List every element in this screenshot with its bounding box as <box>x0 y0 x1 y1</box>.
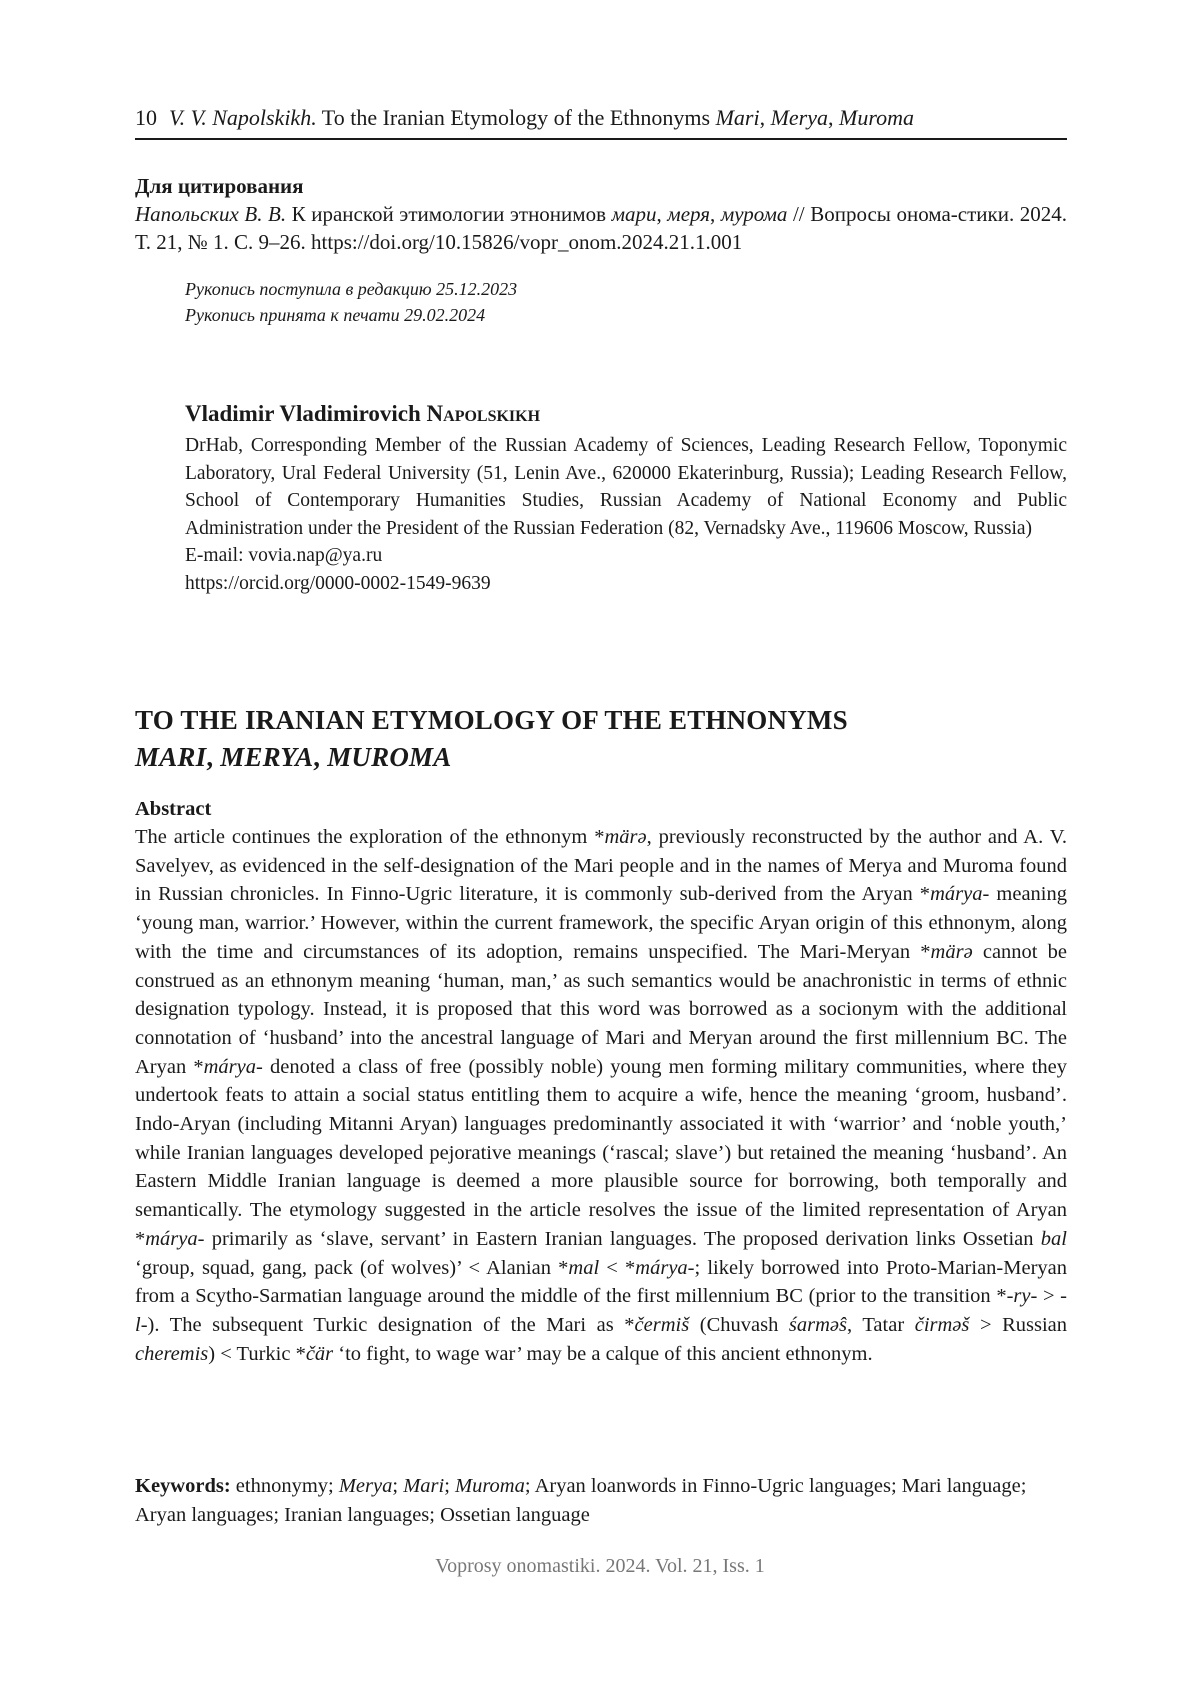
abstract-text: ). The subsequent Turkic designation of the Mari as * <box>147 1313 635 1336</box>
page-number: 10 <box>135 105 157 130</box>
abstract-term: mal <box>568 1256 600 1279</box>
abstract-text: - meaning ‘young man, warrior.’ However, within the current framework, the specific Aryan origin of this ethnonym, along with the time and circumstances of its adoption, remains unspecified. The Mari-Meryan * <box>135 883 1067 963</box>
citation-author: Напольских В. В. <box>135 202 287 226</box>
abstract-term: ry- <box>1013 1285 1038 1308</box>
keyword-term: Mari <box>403 1475 445 1497</box>
abstract-term: márya <box>203 1055 257 1078</box>
accepted-date: Рукопись принята к печати 29.02.2024 <box>185 305 486 325</box>
title-separator: , <box>206 742 221 772</box>
abstract-text: (Chuvash <box>689 1313 789 1336</box>
keywords-block <box>135 1472 1067 1529</box>
title-line-2 <box>135 739 1067 776</box>
abstract-term: čär <box>305 1342 334 1365</box>
author-name <box>185 398 1067 430</box>
abstract-text: , previously reconstructed by the author and A. V. Savelyev, as evidenced in the self-designation of the Mari people and in the names of Merya and Muroma found in Russian chronicles. In Finno-Ugric literature, it is commonly sub-derived from the Aryan * <box>135 826 1067 906</box>
citation-separator: , <box>656 202 668 226</box>
abstract-text: The article continues the exploration of the ethnonym * <box>135 826 605 848</box>
abstract-text: > - <box>1037 1285 1068 1308</box>
abstract-text: - denoted a class of free (possibly noble) young men forming military communities, where they undertook feats to attain a social status entitling them to acquire a wife, hence the meaning ‘groom, husband’. Indo-Aryan (including Mitanni Aryan) languages predominantly associated it with ‘warrior’ and ‘noble youth,’ while Iranian languages developed pejorative meanings (‘rascal; slave’) but retained the meaning ‘husband’. An Eastern Middle Iranian language is deemed a more plausible source for borrowing, both temporally and semantically. The etymology suggested in the article resolves the issue of the limited representation of Aryan * <box>135 1055 1067 1250</box>
article-title <box>135 702 1067 776</box>
citation-block <box>135 172 1067 256</box>
author-orcid-link[interactable]: https://orcid.org/0000-0002-1549-9639 <box>185 572 491 594</box>
running-header <box>135 100 1067 140</box>
manuscript-dates <box>185 276 517 328</box>
journal-footer: Voprosy onomastiki. 2024. Vol. 21, Iss. 1 <box>435 1555 765 1577</box>
abstract-term: márya <box>930 883 983 906</box>
abstract-text: ‘group, squad, gang, pack (of wolves)’ < Alanian * <box>135 1256 569 1279</box>
abstract-term: márya- <box>635 1256 695 1279</box>
keywords-text: ; Aryan loanwords in Finno-Ugric languages; Mari language; Aryan languages; Iranian languages; Ossetian language <box>135 1475 1027 1526</box>
abstract-text: cannot be construed as an ethnonym meaning ‘human, man,’ as such semantics would be anachronistic in terms of ethnic designation typology. Instead, it is proposed that this word was borrowed as a socionym with the additional connotation of ‘husband’ into the ancestral language of Mari and Meryan around the first millennium BC. The Aryan * <box>135 940 1067 1078</box>
citation-ethnonym: меря <box>667 202 711 226</box>
author-block <box>185 398 1067 597</box>
header-ethnonym-mari: Mari <box>715 105 760 130</box>
header-separator: , <box>828 105 840 130</box>
abstract-body <box>135 823 1067 1368</box>
abstract-term: čermiš <box>634 1313 690 1336</box>
abstract-text: ‘to fight, to wage war’ may be a calque of this ancient ethnonym. <box>333 1342 873 1365</box>
title-separator: , <box>313 742 328 772</box>
keywords-text: ethnonymy; <box>230 1475 339 1497</box>
author-given-name: Vladimir Vladimirovich <box>185 401 427 426</box>
abstract-term: márya <box>145 1227 198 1250</box>
citation-source: // Вопросы онома-стики. 2024. Т. 21, № 1. С. 9–26. https://doi.org/10.15826/vopr_onom.2024.21.1.001 <box>135 202 1068 254</box>
title-ethnonym: MERYA <box>220 742 314 772</box>
citation-title: К иранской этимологии этнонимов <box>286 202 612 226</box>
abstract-term: śarmə̂s <box>788 1313 848 1336</box>
header-title: To the Iranian Etymology of the Ethnonyms <box>316 105 716 130</box>
citation-text <box>135 200 1067 256</box>
keywords-separator: ; <box>444 1475 456 1497</box>
keywords-label: Keywords: <box>135 1475 231 1497</box>
keyword-term: Muroma <box>455 1475 525 1497</box>
citation-ethnonym: мари <box>611 202 657 226</box>
title-ethnonym: MARI <box>135 742 207 772</box>
abstract-term: l- <box>135 1313 148 1336</box>
author-surname: Napolskikh <box>426 401 541 426</box>
citation-ethnonym: мурома <box>720 202 788 226</box>
abstract-text: > Russian <box>969 1313 1067 1336</box>
abstract-term: cheremis <box>135 1342 209 1365</box>
abstract-heading: Abstract <box>135 798 212 820</box>
abstract-term: čirməš <box>914 1313 970 1336</box>
abstract-text: ) < Turkic * <box>208 1342 306 1365</box>
header-ethnonym-muroma: Muroma <box>839 105 914 130</box>
keyword-term: Merya <box>338 1475 393 1497</box>
abstract-text: - primarily as ‘slave, servant’ in Eastern Iranian languages. The proposed derivation links Ossetian <box>197 1227 1041 1250</box>
abstract-text: , Tatar <box>847 1313 915 1336</box>
abstract-section <box>135 795 1067 1368</box>
author-email[interactable]: E-mail: vovia.nap@ya.ru <box>185 545 383 566</box>
author-affiliation: DrHab, Corresponding Member of the Russian Academy of Sciences, Leading Research Fellow, Toponymic Laboratory, Ural Federal University (51, Lenin Ave., 620000 Ekaterinburg, Russia); Leading Research Fellow, School of Contemporary Humanities Studies, Russian Academy of National Economy and Public Administration under the President of the Russian Federation (82, Vernadsky Ave., 119606 Moscow, Russia) <box>185 435 1067 539</box>
received-date: Рукопись поступила в редакцию 25.12.2023 <box>185 279 518 299</box>
title-line-1: TO THE IRANIAN ETYMOLOGY OF THE ETHNONYMS <box>135 705 848 735</box>
header-separator: , <box>759 105 771 130</box>
abstract-term: märə <box>930 940 973 963</box>
abstract-text: < * <box>599 1256 636 1279</box>
citation-separator: , <box>710 202 721 226</box>
header-author: V. V. Napolskikh. <box>169 105 317 130</box>
citation-heading: Для цитирования <box>135 174 304 198</box>
abstract-text: ; likely borrowed into Proto-Marian-Meryan from a Scytho-Sarmatian language around the middle of the first millennium BC (prior to the transition *- <box>135 1256 1068 1308</box>
abstract-term: märə <box>604 826 647 848</box>
title-ethnonym: MUROMA <box>327 742 452 772</box>
keywords-separator: ; <box>392 1475 404 1497</box>
abstract-term: bal <box>1040 1227 1067 1250</box>
header-ethnonym-merya: Merya <box>770 105 829 130</box>
